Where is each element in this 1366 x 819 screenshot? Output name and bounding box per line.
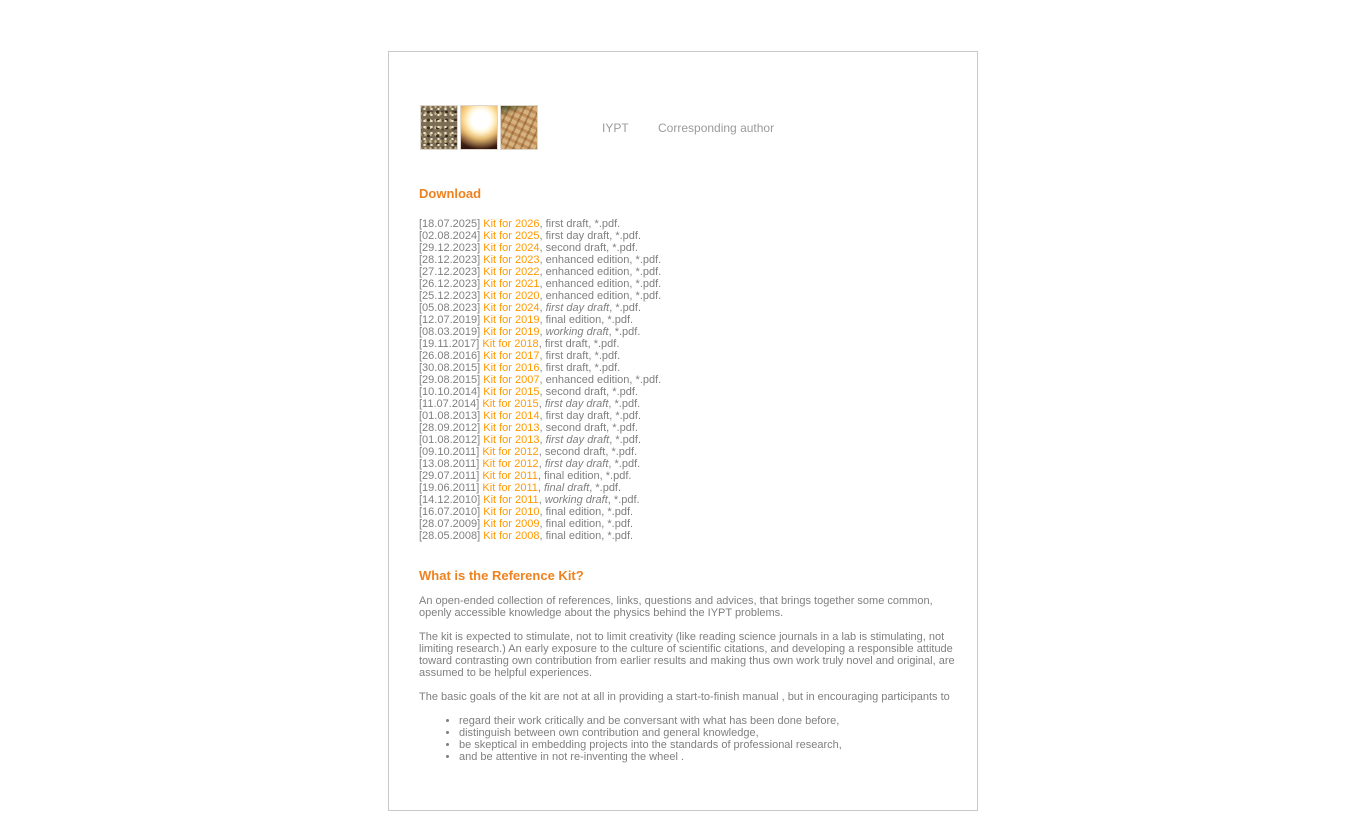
entry-date: [29.12.2023] [419,242,481,254]
entry-description: first day draft [544,458,609,470]
goals-list-item: • regard their work critically and be conversant with what has been done before, [459,715,959,727]
entry-date: [14.12.2010] [419,494,481,506]
entry-separator: , [537,470,544,482]
entry-file-suffix: , *.pdf. [599,470,632,482]
entry-description: working draft [544,494,608,506]
entry-description: final draft [544,482,590,494]
download-entry [419,398,959,410]
entry-description: working draft [545,326,609,338]
kit-download-link[interactable]: Kit for 2015 [483,386,540,398]
kit-download-link[interactable]: Kit for 2022 [483,266,540,278]
entry-separator: , [538,494,545,506]
entry-file-suffix: , *.pdf. [609,230,641,242]
kit-download-link[interactable]: Kit for 2013 [483,422,540,434]
entry-separator: , [539,278,546,290]
entry-date: [27.12.2023] [419,266,481,278]
kit-download-link[interactable]: Kit for 2024 [483,302,540,314]
download-entry [419,362,959,374]
kit-download-link[interactable]: Kit for 2025 [483,230,540,242]
kit-download-link[interactable]: Kit for 2011 [483,494,539,506]
entry-date: [10.10.2014] [419,386,481,398]
entry-file-suffix: , *.pdf. [609,302,641,314]
main-content [389,186,977,803]
entry-separator: , [539,242,546,254]
download-entry [419,494,959,506]
entry-description: final edition [545,518,602,530]
entry-file-suffix: , *.pdf. [587,338,620,350]
gravel-photo-thumbnail[interactable] [420,105,458,150]
entry-description: second draft [545,422,607,434]
kit-download-link[interactable]: Kit for 2021 [483,278,540,290]
kit-download-link[interactable]: Kit for 2023 [483,254,540,266]
about-paragraph-2: The kit is expected to stimulate, not to limit creativity (like reading science journals in a lab is stimulating, not limiting research.) An early exposure to the culture of scientific citations, and developing a responsible attitude toward contrasting own contribution from earlier results and making thus own work truly novel and original, are assumed to be helpful experiences. [419,631,955,679]
entry-file-suffix: , *.pdf. [606,422,638,434]
entry-date: [28.07.2009] [419,518,481,530]
entry-file-suffix: , *.pdf. [608,326,641,338]
entry-separator: , [539,362,546,374]
entry-description: final edition [544,470,600,482]
entry-description: second draft [545,242,607,254]
entry-date: [16.07.2010] [419,506,481,518]
entry-date: [26.12.2023] [419,278,481,290]
kit-download-link[interactable]: Kit for 2011 [482,470,538,482]
entry-separator: , [539,386,546,398]
entry-description: first draft [545,218,589,230]
goals-list-item: • distinguish between own contribution and general knowledge, [459,727,959,739]
download-entry [419,434,959,446]
entry-separator: , [539,350,546,362]
kit-download-link[interactable]: Kit for 2017 [483,350,540,362]
entry-separator: , [539,290,546,302]
entry-description: first day draft [545,410,610,422]
entry-date: [08.03.2019] [419,326,481,338]
download-entry [419,218,959,230]
download-entry [419,338,959,350]
download-entry [419,290,959,302]
about-paragraph-1: An open-ended collection of references, links, questions and advices, that brings together some common, openly accessible knowledge about the physics behind the IYPT problems. [419,595,933,619]
download-entry [419,230,959,242]
entry-date: [12.07.2019] [419,314,481,326]
entry-date: [30.08.2015] [419,362,481,374]
entry-date: [09.10.2011] [419,446,480,458]
entry-file-suffix: , *.pdf. [629,290,662,302]
entry-file-suffix: , *.pdf. [629,254,662,266]
download-entry [419,506,959,518]
entry-date: [01.08.2013] [419,410,481,422]
download-entry [419,458,959,470]
entry-description: enhanced edition [545,266,630,278]
download-entry [419,314,959,326]
download-heading: Download [419,186,482,201]
entry-date: [18.07.2025] [419,218,481,230]
entry-description: second draft [544,446,606,458]
entry-date: [11.07.2014] [419,398,480,410]
entry-description: final edition [545,530,602,542]
entry-date: [28.05.2008] [419,530,481,542]
entry-separator: , [538,398,545,410]
entry-description: first draft [545,350,589,362]
download-entry [419,326,959,338]
entry-separator: , [538,446,545,458]
entry-separator: , [539,266,546,278]
sunset-photo-thumbnail[interactable] [460,105,498,150]
entry-separator: , [539,506,546,518]
entry-file-suffix: , *.pdf. [606,242,638,254]
entry-separator: , [539,374,546,386]
entry-separator: , [539,410,546,422]
entry-date: [05.08.2023] [419,302,481,314]
entry-separator: , [539,218,546,230]
entry-file-suffix: , *.pdf. [588,350,621,362]
download-entry [419,518,959,530]
entry-separator: , [539,254,546,266]
kit-download-link[interactable]: Kit for 2015 [482,398,539,410]
entry-date: [02.08.2024] [419,230,481,242]
entry-date: [28.12.2023] [419,254,481,266]
entry-separator: , [539,422,546,434]
header-thumbnails [420,105,538,150]
kit-download-link[interactable]: Kit for 2012 [482,446,539,458]
download-entry [419,302,959,314]
entry-file-suffix: , *.pdf. [589,482,622,494]
entry-file-suffix: , *.pdf. [629,278,662,290]
entry-description: first day draft [544,398,609,410]
entry-separator: , [538,338,545,350]
entry-description: first day draft [545,302,610,314]
entry-separator: , [539,530,546,542]
download-entry [419,278,959,290]
entry-separator: , [539,230,546,242]
entry-file-suffix: , *.pdf. [588,362,621,374]
entry-date: [28.09.2012] [419,422,481,434]
kit-download-link[interactable]: Kit for 2007 [483,374,540,386]
content-box [388,51,978,811]
entry-separator: , [538,458,545,470]
entry-date: [19.11.2017] [419,338,480,350]
kit-download-link[interactable]: Kit for 2020 [483,290,540,302]
download-entry [419,470,959,482]
kit-download-link[interactable]: Kit for 2026 [483,218,540,230]
download-entry [419,410,959,422]
about-paragraph-3: The basic goals of the kit are not at all in providing a start-to-finish manual , but in encouraging participants to [419,691,950,703]
kit-download-link[interactable]: Kit for 2010 [483,506,540,518]
entry-file-suffix: , *.pdf. [605,446,638,458]
entry-description: second draft [545,386,607,398]
sand-tracks-photo-thumbnail[interactable] [500,105,538,150]
nav-link-iypt[interactable]: IYPT [602,120,629,135]
about-heading: What is the Reference Kit? [419,568,584,583]
entry-separator: , [539,434,546,446]
goals-list-item: • be skeptical in embedding projects into the standards of professional research, [459,739,959,751]
entry-description: final edition [545,506,602,518]
entry-separator: , [539,326,546,338]
entry-description: first day draft [545,230,610,242]
entry-file-suffix: , *.pdf. [601,530,634,542]
entry-date: [29.07.2011] [419,470,480,482]
entry-file-suffix: , *.pdf. [629,374,662,386]
download-entry [419,254,959,266]
entry-description: first day draft [545,434,610,446]
entry-separator: , [539,518,546,530]
entry-file-suffix: , *.pdf. [609,434,641,446]
nav-link-corresponding-author[interactable]: Corresponding author [658,120,775,135]
entry-date: [29.08.2015] [419,374,481,386]
download-entry [419,482,959,494]
download-entry [419,350,959,362]
download-entry [419,386,959,398]
kit-download-link[interactable]: Kit for 2011 [482,482,538,494]
kit-download-link[interactable]: Kit for 2019 [483,326,540,338]
kit-download-link[interactable]: Kit for 2016 [483,362,540,374]
entry-file-suffix: , *.pdf. [606,386,638,398]
entry-description: enhanced edition [545,254,630,266]
download-entry [419,242,959,254]
entry-date: [26.08.2016] [419,350,481,362]
entry-separator: , [539,314,546,326]
kit-download-link[interactable]: Kit for 2019 [483,314,540,326]
entry-description: first draft [545,362,589,374]
entry-description: enhanced edition [545,290,630,302]
entry-file-suffix: , *.pdf. [588,218,621,230]
goals-list-item: • and be attentive in not re-inventing the wheel . [459,751,959,763]
entry-file-suffix: , *.pdf. [629,266,662,278]
entry-file-suffix: , *.pdf. [601,518,634,530]
entry-description: enhanced edition [545,278,630,290]
entry-description: final edition [545,314,602,326]
download-entry [419,374,959,386]
download-entry [419,446,959,458]
kit-download-link[interactable]: Kit for 2013 [483,434,540,446]
download-entry [419,530,959,542]
entry-file-suffix: , *.pdf. [608,398,641,410]
entry-file-suffix: , *.pdf. [609,410,641,422]
download-entry [419,422,959,434]
kit-download-link[interactable]: Kit for 2024 [483,242,540,254]
entry-date: [19.06.2011] [419,482,480,494]
entry-date: [01.08.2012] [419,434,481,446]
entry-file-suffix: , *.pdf. [601,506,634,518]
goals-list [419,715,959,763]
entry-file-suffix: , *.pdf. [607,494,640,506]
entry-date: [13.08.2011] [419,458,480,470]
entry-description: enhanced edition [545,374,630,386]
entry-separator: , [539,302,546,314]
entry-file-suffix: , *.pdf. [608,458,641,470]
kit-download-link[interactable]: Kit for 2008 [483,530,540,542]
kit-download-link[interactable]: Kit for 2012 [482,458,539,470]
top-nav [602,121,774,135]
entry-separator: , [537,482,544,494]
kit-download-link[interactable]: Kit for 2009 [483,518,540,530]
download-entry [419,266,959,278]
entry-description: first draft [544,338,588,350]
download-list [419,218,959,542]
entry-file-suffix: , *.pdf. [601,314,634,326]
kit-download-link[interactable]: Kit for 2018 [482,338,539,350]
site-header [389,52,977,150]
kit-download-link[interactable]: Kit for 2014 [483,410,540,422]
entry-date: [25.12.2023] [419,290,481,302]
